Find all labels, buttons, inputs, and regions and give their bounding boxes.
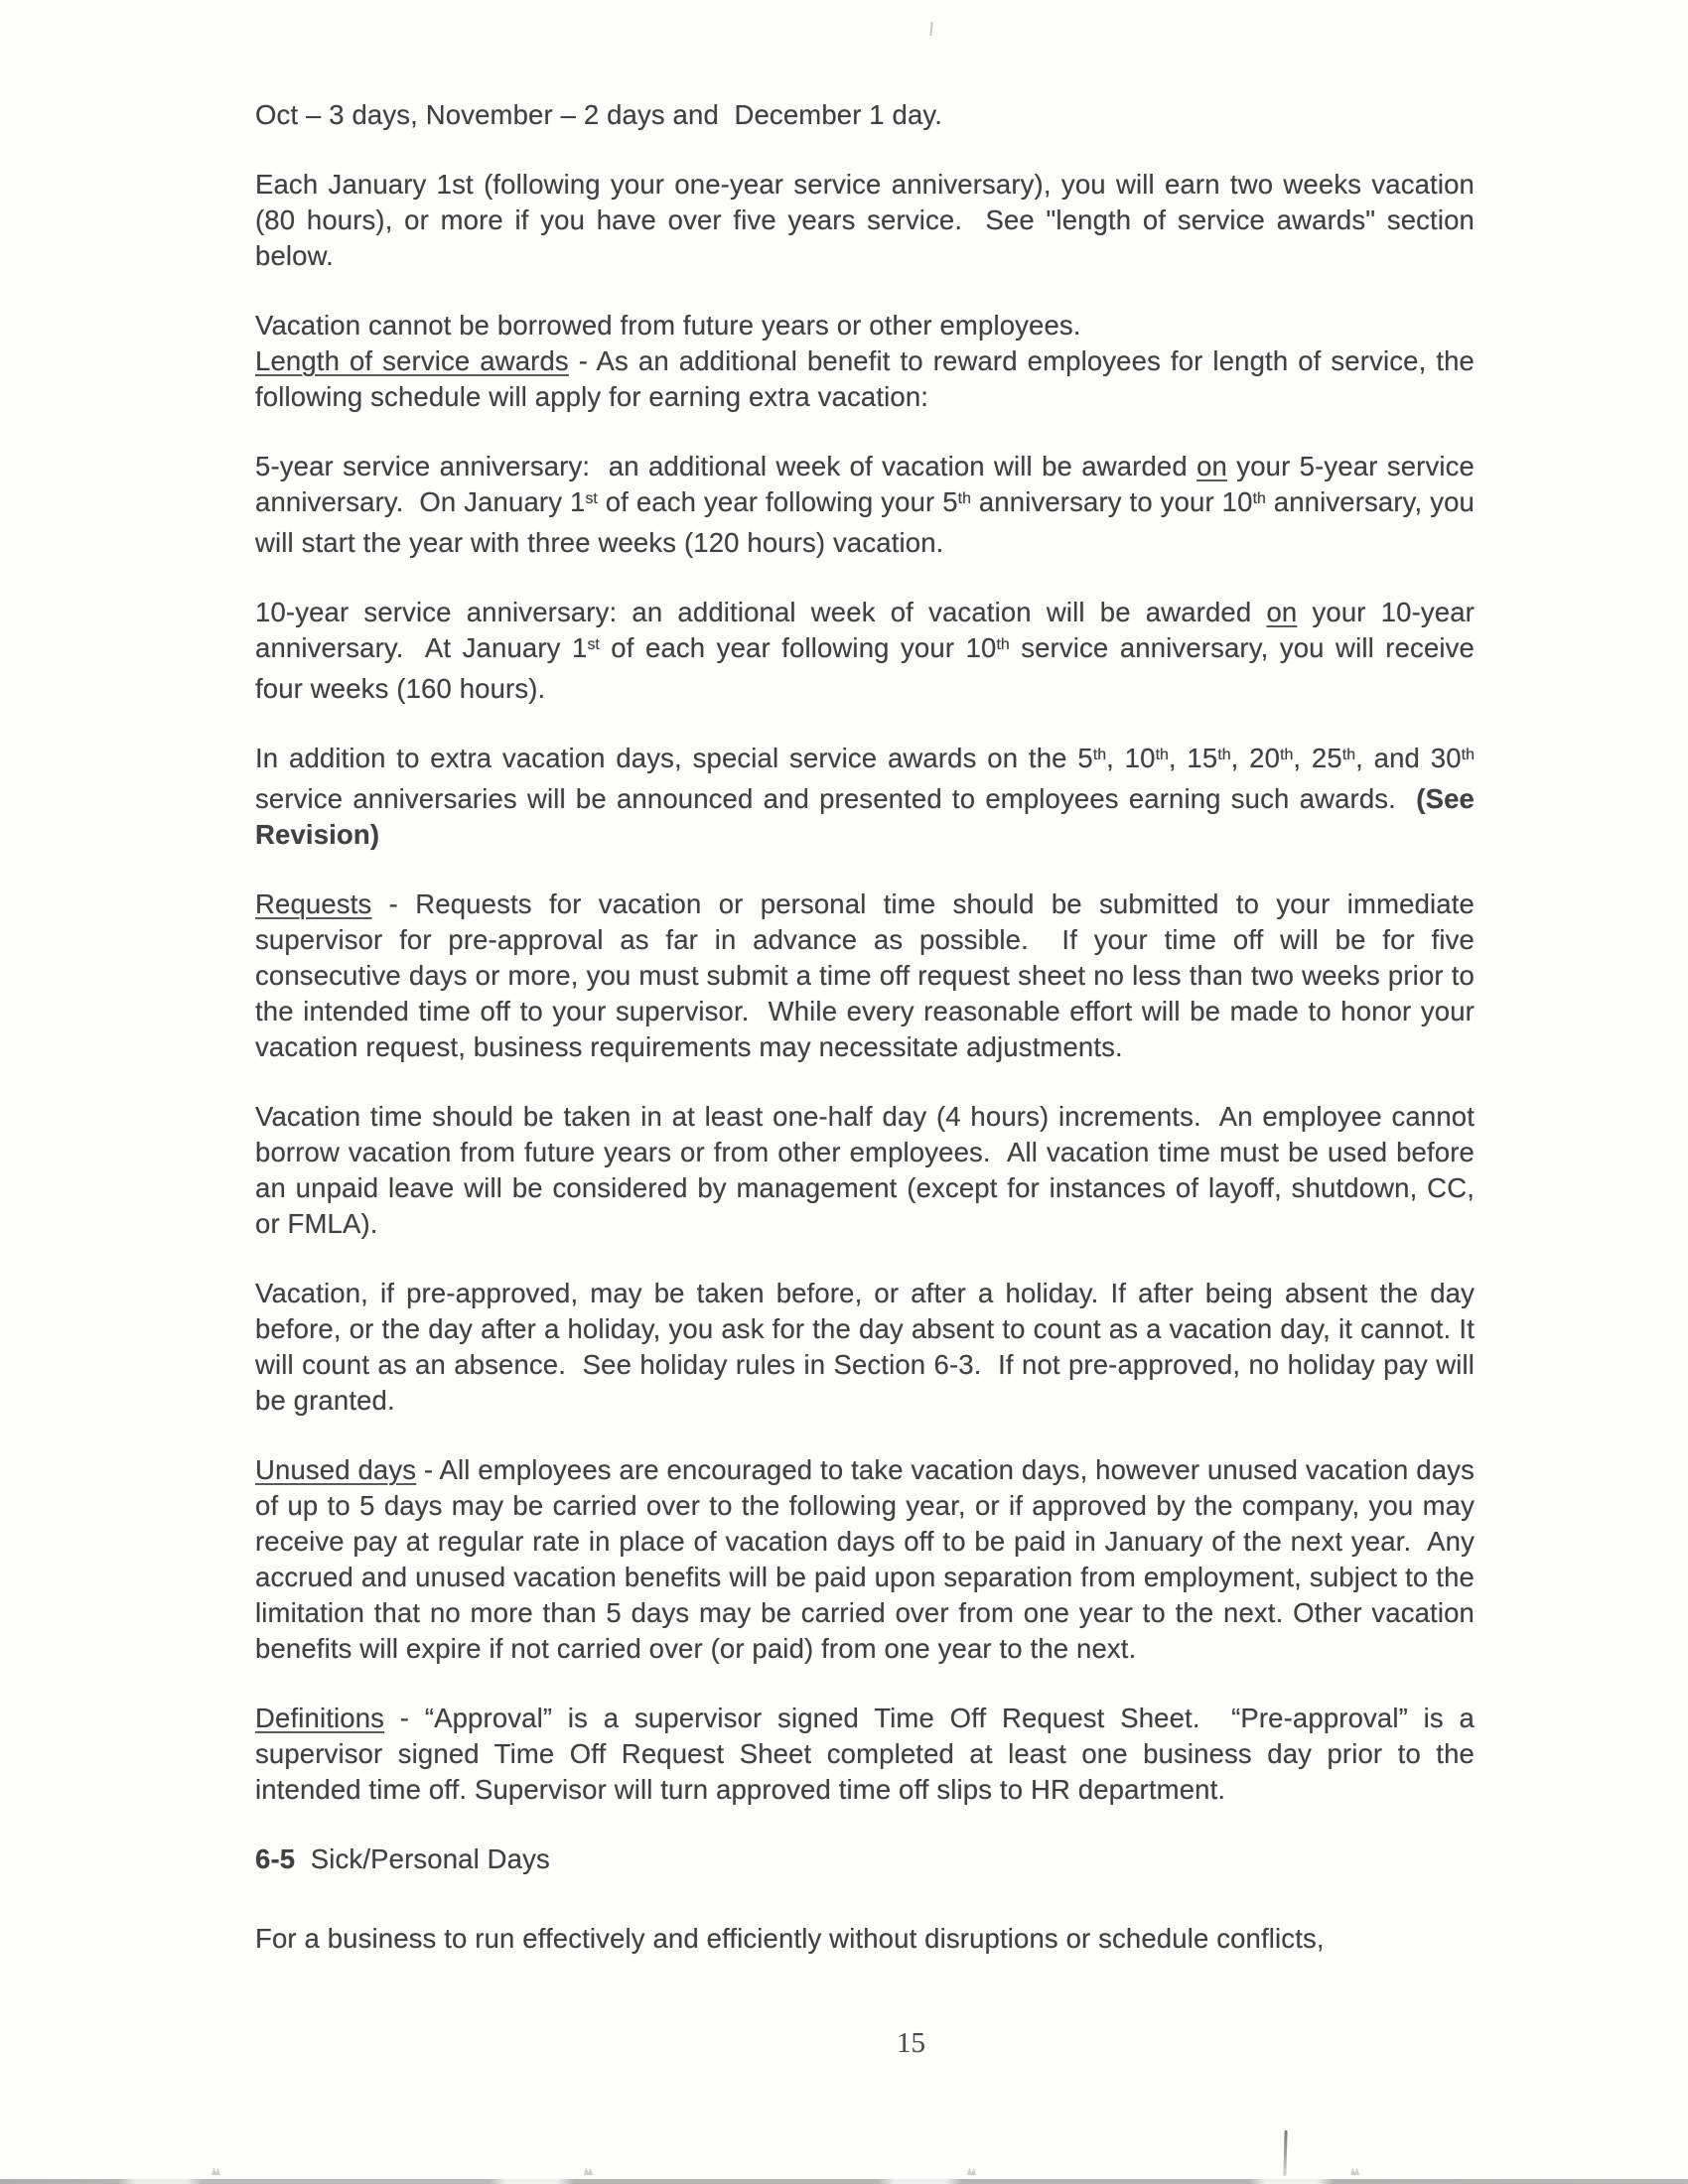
paragraph-no-borrowing xyxy=(255,308,1475,343)
text-run: anniversary to your 10 xyxy=(970,486,1253,517)
text-run: In addition to extra vacation days, special service awards on the 5 xyxy=(255,743,1093,773)
paragraph-definitions xyxy=(255,1701,1482,1808)
superscript-ordinal: th xyxy=(1092,746,1107,763)
superscript-ordinal: th xyxy=(1461,746,1475,763)
text-run: service anniversaries will be announced and presented to employees earning such awards. xyxy=(255,743,1482,814)
underlined-term: on xyxy=(1266,597,1298,627)
paragraph-requests xyxy=(255,887,1482,1065)
paragraph-section-6-5-heading xyxy=(255,1842,1475,1877)
text-run: your 10-year anniversary. At January 1 xyxy=(255,597,1482,663)
text-run: - All employees are encouraged to take vacation days, however unused vacation days of up to 5 days may be carried over to the following year, or if approved by the company, you may receive pay at regular rate in place of vacation days off to be paid in January of the next year. Any accrued and unused vacation benefits will be paid upon separation from employment, subject to the limitation that no more than 5 days may be carried over from one year to the next. Other vacation benefits will expire if not carried over (or paid) from one year to the next. xyxy=(255,1454,1482,1664)
text-run: anniversary, you will start the year with three weeks (120 hours) vacation. xyxy=(255,486,1482,558)
paragraph-five-year-anniversary xyxy=(255,449,1482,561)
text-run: 5-year service anniversary: an additional week of vacation will be awarded xyxy=(255,451,1197,481)
bold-text: (See Revision) xyxy=(255,783,1482,850)
text-run: , 15 xyxy=(1168,743,1218,773)
text-run: Oct – 3 days, November – 2 days and December 1 day. xyxy=(255,99,943,130)
document-content xyxy=(255,97,1482,1957)
paragraph-unused-days xyxy=(255,1452,1482,1667)
text-run: Sick/Personal Days xyxy=(295,1843,550,1874)
text-run: Vacation, if pre-approved, may be taken before, or after a holiday. If after being absent the day before, or the day after a holiday, you ask for the day absent to count as a vacation day, it cannot. It will count as an absence. See holiday rules in Section 6-3. If not pre-approved, no holiday pay will be granted. xyxy=(255,1278,1482,1416)
text-run: , and 30 xyxy=(1355,743,1462,773)
superscript-ordinal: th xyxy=(996,635,1010,653)
scan-artifact-smudge xyxy=(584,2167,593,2175)
text-run: For a business to run effectively and efficiently without disruptions or schedule conflicts, xyxy=(255,1923,1325,1954)
paragraph-special-service-awards xyxy=(255,741,1482,853)
text-run: - “Approval” is a supervisor signed Time Off Request Sheet. “Pre-approval” is a supervisor signed Time Off Request Sheet completed at least one business day prior to the intended time off. Supervisor will turn approved time off slips to HR department. xyxy=(255,1703,1482,1805)
paragraph-january-first-vacation xyxy=(255,167,1482,274)
text-run: Vacation time should be taken in at least one-half day (4 hours) increments. An employee cannot borrow vacation from future years or from other employees. All vacation time must be used before an unpaid leave will be considered by management (except for instances of layoff, shutdown, CC, or FMLA). xyxy=(255,1101,1482,1239)
scan-artifact-top-tick xyxy=(929,22,932,36)
scan-artifact-pen-mark xyxy=(1283,2130,1287,2176)
text-run: your 5-year service anniversary. On January 1 xyxy=(255,451,1482,517)
text-run: of each year following your 5 xyxy=(597,486,958,517)
underlined-term: Requests xyxy=(255,888,372,919)
superscript-ordinal: th xyxy=(957,489,971,507)
text-run: of each year following your 10 xyxy=(599,632,997,663)
text-run: service anniversary, you will receive four weeks (160 hours). xyxy=(255,632,1482,704)
scan-artifact-smudge xyxy=(1350,2167,1359,2175)
superscript-ordinal: st xyxy=(587,635,600,653)
page-number: 15 xyxy=(897,2027,925,2059)
scan-artifact-bottom-edge xyxy=(0,2179,1688,2184)
superscript-ordinal: th xyxy=(1217,746,1231,763)
text-run: Each January 1st (following your one-year service anniversary), you will earn two weeks vacation (80 hours), or more if you have over five years service. See "length of service awards" section below. xyxy=(255,169,1482,271)
scan-artifact-smudge xyxy=(967,2167,976,2175)
superscript-ordinal: st xyxy=(585,489,598,507)
text-run: Vacation cannot be borrowed from future years or other employees. xyxy=(255,310,1081,341)
text-run: - As an additional benefit to reward employees for length of service, the following schedule will apply for earning extra vacation: xyxy=(255,345,1482,412)
superscript-ordinal: th xyxy=(1280,746,1294,763)
underlined-term: Definitions xyxy=(255,1703,385,1733)
underlined-term: Length of service awards xyxy=(255,345,569,376)
paragraph-holiday-rules xyxy=(255,1276,1482,1419)
text-run: , 25 xyxy=(1293,743,1342,773)
superscript-ordinal: th xyxy=(1155,746,1169,763)
superscript-ordinal: th xyxy=(1341,746,1356,763)
paragraph-length-of-service-awards xyxy=(255,343,1482,415)
bold-text: 6-5 xyxy=(255,1843,296,1874)
underlined-term: on xyxy=(1196,451,1227,481)
text-run: - Requests for vacation or personal time should be submitted to your immediate supervisor for pre-approval as far in advance as possible. If your time off will be for five consecutive days or more, you must submit a time off request sheet no less than two weeks prior to the intended time off to your supervisor. While every reasonable effort will be made to honor your vacation request, business requirements may necessitate adjustments. xyxy=(255,888,1482,1062)
paragraph-half-day-increments xyxy=(255,1099,1482,1242)
text-run: , 20 xyxy=(1230,743,1281,773)
superscript-ordinal: th xyxy=(1252,489,1266,507)
paragraph-ten-year-anniversary xyxy=(255,595,1482,707)
text-run: , 10 xyxy=(1106,743,1156,773)
scan-artifact-smudge xyxy=(211,2167,220,2175)
paragraph-business-run-intro xyxy=(255,1921,1475,1957)
paragraph-oct-nov-dec-days xyxy=(255,97,1475,133)
text-run: 10-year service anniversary: an additional week of vacation will be awarded xyxy=(255,597,1267,627)
underlined-term: Unused days xyxy=(255,1454,417,1485)
